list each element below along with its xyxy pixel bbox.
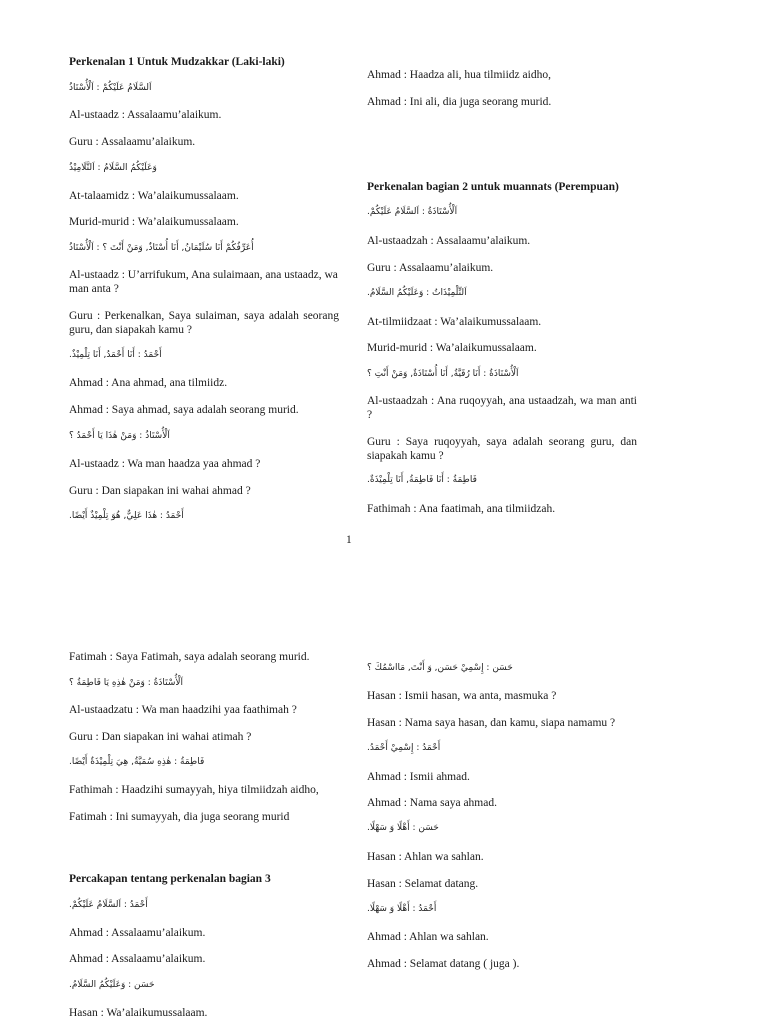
arabic-line: أُعَرِّفُكُمْ أَنَا سُلَيْمَانُ, أَنَا أُسْتَاذٌ, وَمَنْ أَنْتَ ؟ : اَلْأُسْتَاذُ (69, 243, 254, 253)
translation-line: Hasan : Nama saya hasan, dan kamu, siapa namamu ? (367, 717, 616, 729)
transliteration-line: Al-ustaadzah : Assalaamu’alaikum. (367, 235, 531, 247)
arabic-line: حَسَن : إِسْمِيْ حَسَن, وَ أَنْتَ, مَااسْمُكَ ؟ (367, 663, 513, 673)
transliteration-line: Al-ustaadz : Assalaamu’alaikum. (69, 109, 222, 121)
transliteration-line: At-talaamidz : Wa’alaikumussalaam. (69, 190, 239, 202)
translation-line: Ahmad : Ini ali, dia juga seorang murid. (367, 96, 552, 108)
arabic-line: حَسَن : وَعَلَيْكُمُ السَّلَامُ. (69, 980, 155, 990)
arabic-line: اَلْأُسْتَاذُ : وَمَنْ هٰذَا يَا أَحْمَدُ ؟ (69, 431, 170, 441)
section-heading: Percakapan tentang perkenalan bagian 3 (69, 873, 271, 885)
translation-line: Hasan : Selamat datang. (367, 878, 479, 890)
arabic-line: اَلسَّلَامُ عَلَيْكُمْ : اَلْأُسْتَاذُ (69, 83, 152, 93)
transliteration-line: Al-ustaadzatu : Wa man haadzihi yaa faathimah ? (69, 704, 297, 716)
transliteration-line: Fathimah : Haadzihi sumayyah, hiya tilmiidzah aidho, (69, 784, 319, 796)
translation-line: Ahmad : Nama saya ahmad. (367, 797, 497, 809)
translation-line: Guru : Saya ruqoyyah, saya adalah seorang guru, dan siapakah kamu ? (367, 436, 637, 462)
translation-line: Guru : Assalaamu’alaikum. (69, 136, 196, 148)
translation-line: Ahmad : Assalaamu’alaikum. (69, 953, 206, 965)
arabic-line: اَلتِّلْمِيْذَاتُ : وَعَلَيْكُمُ السَّلَامُ. (367, 288, 467, 298)
page-number: 1 (346, 534, 352, 546)
translation-line: Ahmad : Saya ahmad, saya adalah seorang murid. (69, 404, 299, 416)
transliteration-line: Ahmad : Ana ahmad, ana tilmiidz. (69, 377, 228, 389)
translation-line: Guru : Dan siapakan ini wahai ahmad ? (69, 485, 251, 497)
section-heading: Perkenalan bagian 2 untuk muannats (Perempuan) (367, 181, 619, 193)
transliteration-line: Hasan : Ahlan wa sahlan. (367, 851, 484, 863)
transliteration-line: Ahmad : Ahlan wa sahlan. (367, 931, 489, 943)
transliteration-line: Hasan : Wa’alaikumussalaam. (69, 1007, 208, 1019)
arabic-line: أَحْمَدُ : هٰذَا عَلِيٌّ, هُوَ تِلْمِيْذٌ أَيْضًا. (69, 511, 184, 521)
transliteration-line: Ahmad : Ismii ahmad. (367, 771, 470, 783)
transliteration-line: Al-ustaadz : Wa man haadza yaa ahmad ? (69, 458, 261, 470)
translation-line: Fatimah : Ini sumayyah, dia juga seorang murid (69, 811, 290, 823)
transliteration-line: Fathimah : Ana faatimah, ana tilmiidzah. (367, 503, 556, 515)
arabic-line: فَاطِمَةُ : أَنَا فَاطِمَةُ, أَنَا تِلْمِيْذَةٌ. (367, 475, 477, 485)
section-heading: Perkenalan 1 Untuk Mudzakkar (Laki-laki) (69, 56, 285, 68)
arabic-line: حَسَن : أَهْلًا وَ سَهْلًا. (367, 823, 439, 833)
transliteration-line: Al-ustaadzah : Ana ruqoyyah, ana ustaadzah, wa man anti ? (367, 395, 637, 421)
transliteration-line: Ahmad : Haadza ali, hua tilmiidz aidho, (367, 69, 551, 81)
document-page-2 (0, 580, 768, 1024)
arabic-line: وَعَلَيْكُمُ السَّلَامُ : اَلتَّلَامِيْذُ (69, 163, 157, 173)
transliteration-line: Ahmad : Assalaamu’alaikum. (69, 927, 206, 939)
arabic-line: أَحْمَدُ : اَلسَّلَامُ عَلَيْكُمْ. (69, 900, 148, 910)
arabic-line: اَلْأُسْتَاذَةُ : وَمَنْ هٰذِهِ يَا فَاطِمَةُ ؟ (69, 678, 184, 688)
arabic-line: أَحْمَدُ : أَنَا أَحْمَدُ, أَنَا تِلْمِيْذٌ. (69, 350, 162, 360)
transliteration-line: Hasan : Ismii hasan, wa anta, masmuka ? (367, 690, 557, 702)
translation-line: Guru : Assalaamu’alaikum. (367, 262, 494, 274)
translation-line: Ahmad : Selamat datang ( juga ). (367, 958, 520, 970)
arabic-line: أَحْمَدُ : أَهْلًا وَ سَهْلًا. (367, 904, 437, 914)
translation-line: Murid-murid : Wa’alaikumussalaam. (367, 342, 537, 354)
arabic-line: اَلْأُسْتَاذَةُ : اَلسَّلَامُ عَلَيْكُمْ. (367, 207, 458, 217)
translation-line: Murid-murid : Wa’alaikumussalaam. (69, 216, 239, 228)
arabic-line: فَاطِمَةُ : هٰذِهِ سُمَيَّةُ, هِيَ تِلْمِيْذَةٌ أَيْضًا. (69, 757, 205, 767)
translation-line: Fatimah : Saya Fatimah, saya adalah seorang murid. (69, 651, 310, 663)
arabic-line: أَحْمَدُ : إِسْمِيْ أَحْمَدُ. (367, 743, 441, 753)
arabic-line: اَلْأُسْتَاذَةُ : أَنَا رُقَيَّةُ, أَنَا أُسْتَاذَةٌ, وَمَنْ أَنْتِ ؟ (367, 369, 519, 379)
translation-line: Guru : Dan siapakan ini wahai atimah ? (69, 731, 252, 743)
transliteration-line: At-tilmiidzaat : Wa’alaikumussalaam. (367, 316, 542, 328)
transliteration-line: Al-ustaadz : U’arrifukum, Ana sulaimaan, ana ustaadz, wa man anta ? (69, 269, 338, 295)
translation-line: Guru : Perkenalkan, Saya sulaiman, saya adalah seorang guru, dan siapakah kamu ? (69, 310, 339, 336)
